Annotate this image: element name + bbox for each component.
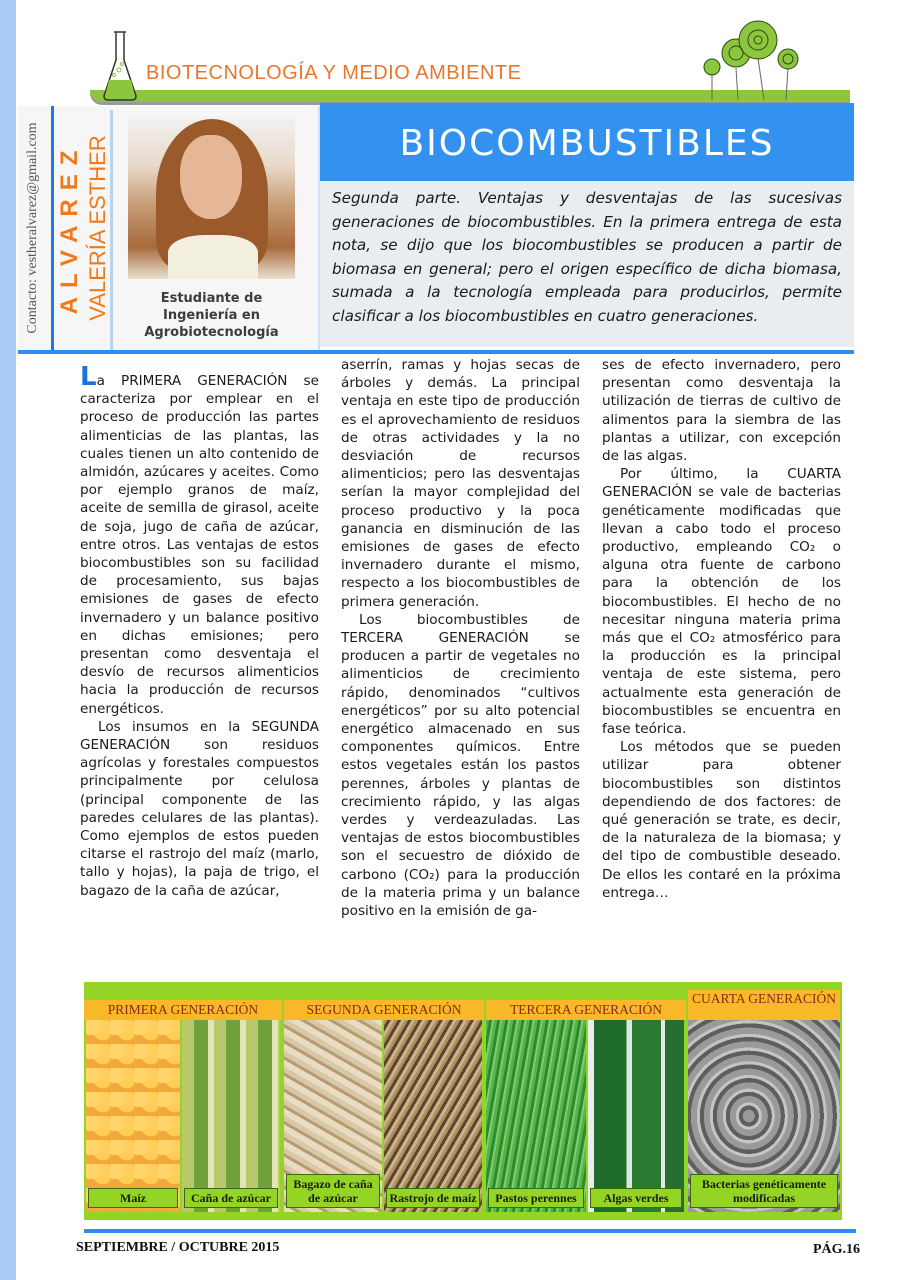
generation-1: PRIMERA GENERACIÓN Maíz Caña de azúcar (84, 986, 282, 1216)
corn-stubble-image: Rastrojo de maíz (384, 1020, 482, 1212)
corn-image: Maíz (86, 1020, 180, 1212)
article-column-2: aserrín, ramas y hojas secas de árboles y demás. La principal ventaja en este tipo de producción es el aprovechamiento de residuos de otras actividades y la no desviación de recursos alimenticios; pero las desventajas serían la mayor complejidad del proceso productivo y la poca ganancia en disminución de las emisiones de gases de efecto invernadero durante el mismo, respecto a los biocombustibles de primera generación. Los biocombustibles de TERCERA GENERACIÓN se producen a partir de vegetales no alimenticios de crecimiento rápido, denominados “cultivos energéticos” por su alto potencial energético almacenado en sus componentes químicos. Entre estos vegetales están los pastos perennes, árboles y plantas de crecimiento rápido, y las algas verdes y verdeazuladas. Las ventajas de estos biocombustibles son el secuestro de dióxido de carbono (CO₂) para la producción de la materia prima y un balance positivo en la emisión de ga- (341, 357, 580, 920)
article-title-bar (320, 103, 854, 181)
generation-3: TERCERA GENERACIÓN Pastos perennes Algas verdes (486, 986, 686, 1216)
drop-cap: L (80, 362, 97, 392)
generations-figure (84, 982, 842, 1220)
article-column-1: La PRIMERA GENERACIÓN se caracteriza por emplear en el proceso de producción las partes alimenticias de las plantas, las cuales tienen un alto contenido de almidón, azúcares y aceites. Como por ejemplo granos de maíz, aceite de semilla de girasol, aceite de soja, jugo de caña de azúcar, entre otros. Las ventajas de estos biocombustibles son su facilidad de procesamiento, sus bajas emisiones de gases de efecto invernadero y un balance positivo en dichas emisiones; pero presentan como desventaja el desvío de recursos alimenticios hacia la producción de recursos energéticos. Los insumos en la SEGUNDA GENERACIÓN son residuos agrícolas y forestales compuestos principalmente por celulosa (principal componente de las paredes celulares de las plantas). Como ejemplos de estos pueden citarse el rastrojo del maíz (marlo, tallo y hojas), la paja de trigo, el bagazo de la caña de azúcar, (80, 362, 319, 899)
divider (110, 110, 113, 352)
article-column-3: ses de efecto invernadero, pero presentan como desventaja la utilización de tierras de cultivo de alimentos para la siembra de las plantas a utilizar, con excepción de las algas. Por último, la CUARTA GENERACIÓN se vale de bacterias genéticamente modificadas que llevan a cabo todo el proceso productivo, empleando CO₂ o alguna otra fuente de carbono para la obtención de los biocombustibles. El hecho de no necesitar ninguna materia prima más que el CO₂ atmosférico para la producción es la principal ventaja de este sistema, pero actualmente esta generación de biocombustibles se encuentra en fase teórica. Los métodos que se pueden utilizar para obtener biocombustibles son distintos dependiendo de dos factores: de qué generación se trate, es decir, de la naturaleza de la biomasa; y del tipo de combustible deseado. De ellos les contaré en la próxima entrega… (602, 357, 841, 901)
article-intro-box (320, 181, 854, 347)
grass-image: Pastos perennes (486, 1020, 586, 1212)
author-surname: ALVAREZ (56, 141, 83, 315)
bagasse-image: Bagazo de caña de azúcar (284, 1020, 382, 1212)
author-photo (128, 117, 295, 279)
generation-4: CUARTA GENERACIÓN Bacterias genéticamente modificadas (688, 986, 840, 1216)
author-role: Estudiante de Ingeniería en Agrobiotecnología (144, 291, 279, 340)
page-number: PÁG.16 (812, 1242, 860, 1257)
issue-date: SEPTIEMBRE / OCTUBRE 2015 (76, 1240, 280, 1255)
trees-icon (690, 10, 810, 102)
author-contact (20, 112, 46, 344)
author-given-names: VALERÍA ESTHER (85, 135, 110, 321)
algae-image: Algas verdes (588, 1020, 684, 1212)
page-edge-strip (0, 0, 16, 1280)
article-title: BIOCOMBUSTIBLES (399, 123, 775, 164)
section-header (80, 10, 860, 106)
author-name (56, 110, 112, 346)
flask-icon (100, 30, 140, 102)
sugarcane-image: Caña de azúcar (182, 1020, 280, 1212)
article-intro: Segunda parte. Ventajas y desventajas de las sucesivas generaciones de biocombustibles. En la primera entrega de esta nota, se dijo que los biocombustibles se producen a partir de biomasa en general; pero el origen específico de dicha biomasa, sumada a la tecnología empleada para producirlos, permite clasificar a los biocombustibles en cuatro generaciones. (332, 189, 842, 325)
divider (84, 1229, 856, 1233)
divider (51, 106, 54, 352)
section-title: BIOTECNOLOGÍA Y MEDIO AMBIENTE (146, 62, 522, 84)
contact-email[interactable]: Contacto: vestheralvarez@gmail.com (25, 122, 40, 334)
generation-2: SEGUNDA GENERACIÓN Bagazo de caña de azúcar Rastrojo de maíz (284, 986, 484, 1216)
bacteria-image: Bacterias genéticamente modificadas (688, 1020, 840, 1212)
divider (18, 350, 854, 354)
